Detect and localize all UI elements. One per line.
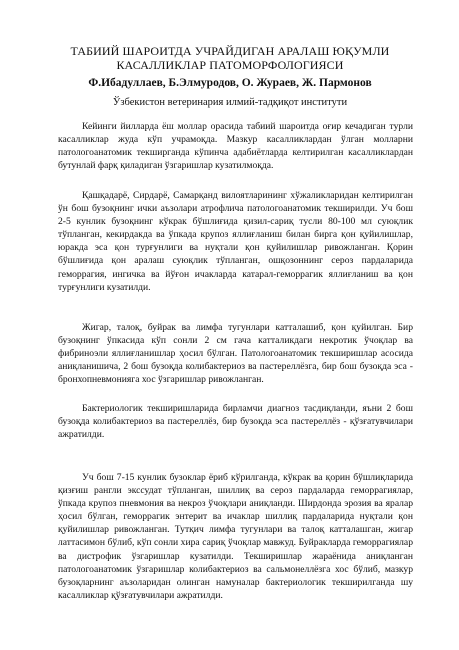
- title-line-2: КАСАЛЛИКЛАР ПАТОМОРФОЛОГИЯСИ: [116, 58, 344, 72]
- title-line-1: ТАБИИЙ ШАРОИТДА УЧРАЙДИГАН АРАЛАШ ЮҚУМЛИ: [70, 44, 390, 58]
- paragraph: Бактериологик текширишларида бирламчи диагноз тасдиқланди, яъни 2 бош бузоқда колибактериоз ва пастереллёз, бир бузоқда эса пастереллёз - қўзғатувчилари ажратилди.: [58, 403, 413, 441]
- paragraph: Кейинги йилларда ёш моллар орасида табиий шароитда оғир кечадиган турли касалликлар жуда кўп учрамоқда. Мазкур касалликлардан ўлган молларни патологоанатомик текширганда кўпинча адабиётларда келтирилган касалликлардан бутунлай фарқ қиладиган ўзгаришлар кузатилмоқда.: [58, 121, 413, 172]
- page-title: [40, 44, 420, 72]
- paragraph: Уч бош 7-15 кунлик бузоклар ёриб кўрилганда, кўкрак ва қорин бўшлиқларида қизғиш рангли экссудат тўпланган, шиллиқ ва сероз пардаларда геморрагиялар, ўпкада крупоз пневмония ва некроз ўчоқлари аниқланди. Ширдонда эрозия ва яралар ҳосил бўлган, геморрагик энтерит ва ичаклар шиллиқ пардаларида нуқтали қон қуйилишлар ривожланган. Тутқич лимфа тугунлари ва талоқ катталашган, жигар латтасимон бўлиб, кўп сонли хира сариқ ўчоқлар мавжуд. Буйракларда геморрагиялар ва дистрофик ўзгаришлар кузатилди. Текширишлар жараёнида аниқланган патологоанатомик ўзгаришлар колибактериоз ва сальмонеллёзга хос бўлиб, мазкур бузоқларнинг аъзоларидан олинган намуналар бактериологик текширилганда шу касалликлар қўзғатувчилари ажратилди.: [58, 472, 413, 601]
- authors-line: Ф.Ибадуллаев, Б.Элмуродов, О. Жураев, Ж. Пармонов: [88, 77, 372, 89]
- institute-line: Ўзбекистон ветеринария илмий-тадқиқот институти: [112, 97, 348, 108]
- paragraph: Қашқадарё, Сирдарё, Самарқанд вилоятларининг хўжаликларидан келтирилган ўн бош бузоқнинг ички аъзолари атрофлича патологоанатомик текширилди. Уч бош 2-5 кунлик бузоқнинг кўкрак бўшлиғида қизил-сариқ тусли 80-100 мл суюқлик тўпланган, кекирдакда ва ўпкада крупоз яллиғланиш билан бирга қон қуйилишлар, юракда эса қон турғунлиги ва нуқтали қон қуйилишлар ривожланган. Қорин бўшлиғида қон аралаш суюқлик тўпланган, ошқозоннинг сероз пардаларида геморрагия, ингичка ва йўғон ичакларда катарал-геморрагик яллиғланиш ва қон турғунлиги кузатилди.: [58, 190, 413, 293]
- paragraph: Жигар, талоқ, буйрак ва лимфа тугунлари катталашиб, қон қуйилган. Бир бузоқнинг ўпкасида кўп сонли 2 см гача катталикдаги некротик ўчоқлар ва фибриноэли яллиғланишлар ҳосил бўлган. Патологоанатомик текширишлар асосида аниқланишича, 2 бош бузоқда колибактериоз ва пастереллёзга, бир бош бузоқда эса - бронхопневмонияга хос ўзгаришлар ривожланган.: [58, 322, 413, 386]
